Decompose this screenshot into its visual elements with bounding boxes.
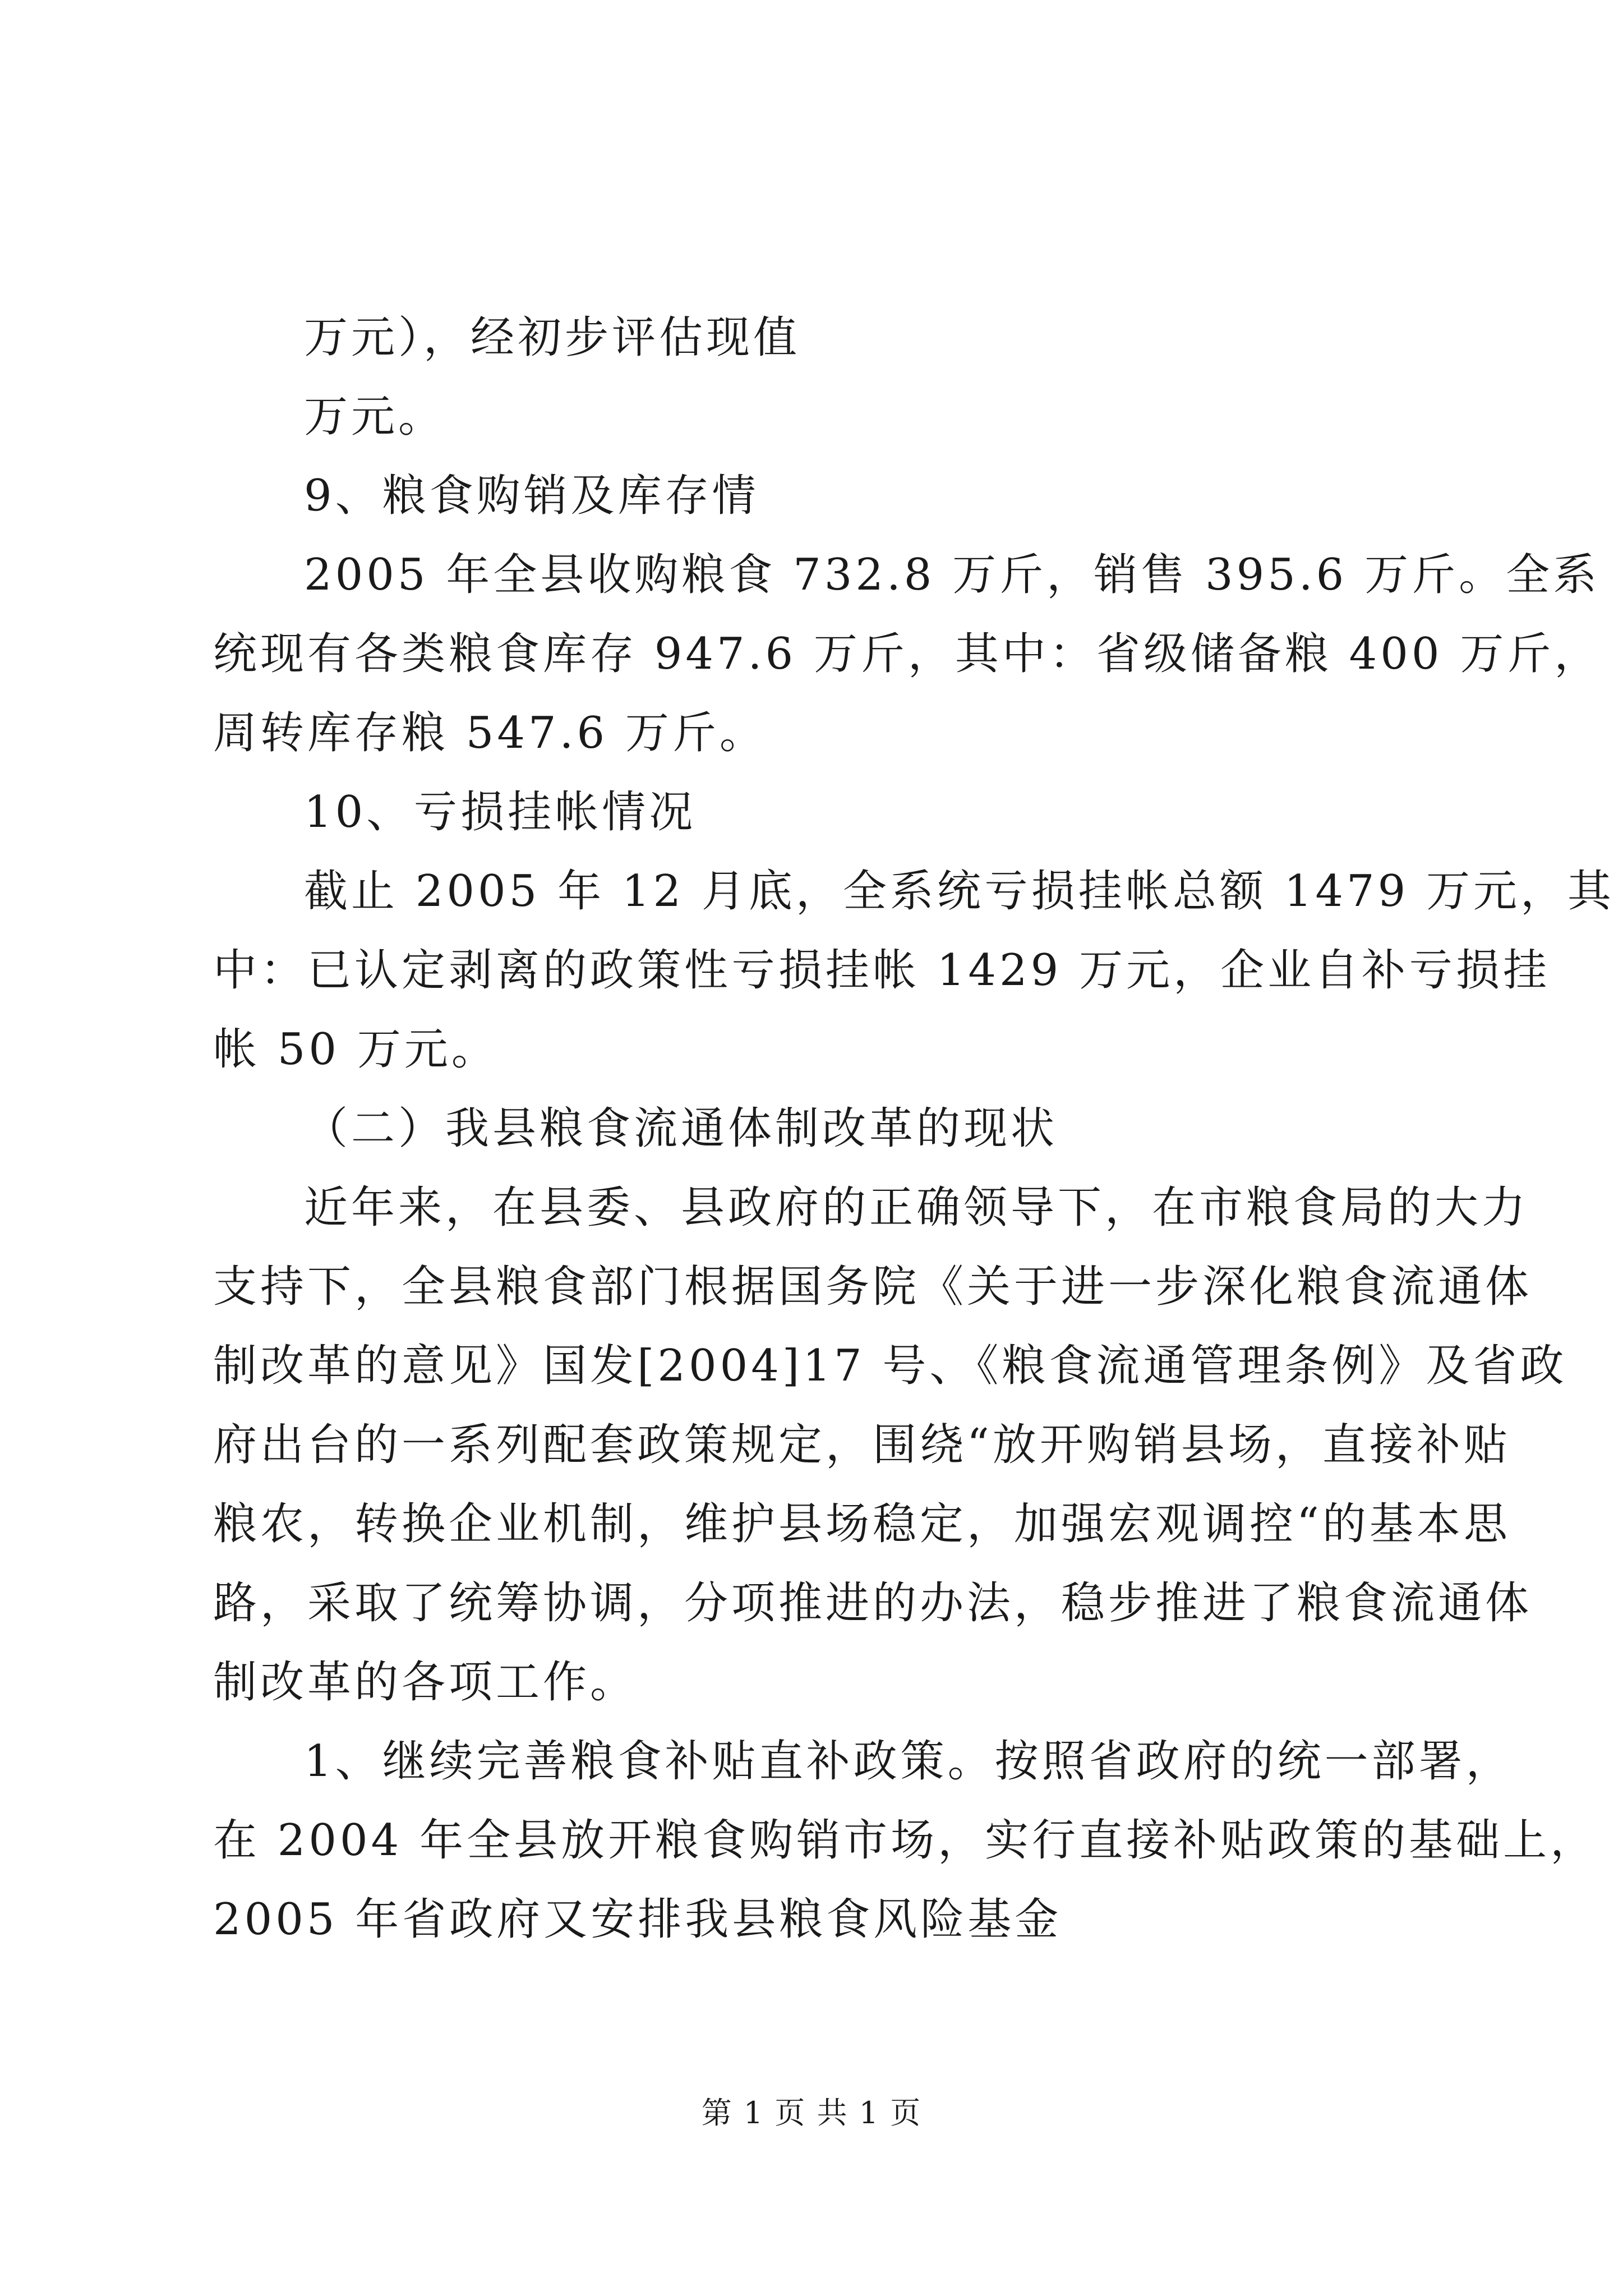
text-line: 府出台的一系列配套政策规定，围绕“放开购销县场，直接补贴 — [213, 1420, 1511, 1470]
text-line: 9、粮食购销及库存情 — [304, 471, 759, 521]
text-line: 统现有各类粮食库存 947.6 万斤，其中：省级储备粮 400 万斤， — [213, 629, 1602, 679]
section-heading: （二）我县粮食流通体制改革的现状 — [304, 1103, 1058, 1154]
text-line: 2005 年全县收购粮食 732.8 万斤，销售 395.6 万斤。全系 — [304, 550, 1601, 600]
text-line: 粮农，转换企业机制，维护县场稳定，加强宏观调控“的基本思 — [213, 1499, 1511, 1549]
text-line: 近年来，在县委、县政府的正确领导下，在市粮食局的大力 — [304, 1182, 1529, 1233]
text-line: 制改革的各项工作。 — [213, 1657, 638, 1708]
text-line: 截止 2005 年 12 月底，全系统亏损挂帐总额 1479 万元，其 — [304, 866, 1615, 917]
text-line: 路，采取了统筹协调，分项推进的办法，稳步推进了粮食流通体 — [213, 1578, 1533, 1628]
text-line: 帐 50 万元。 — [213, 1024, 499, 1075]
text-line: 2005 年省政府又安排我县粮食风险基金 — [213, 1894, 1062, 1945]
text-line: 中：已认定剥离的政策性亏损挂帐 1429 万元，企业自补亏损挂 — [213, 945, 1551, 996]
text-line: 在 2004 年全县放开粮食购销市场，实行直接补贴政策的基础上， — [213, 1815, 1598, 1866]
text-line: 万元。 — [304, 392, 446, 442]
text-line: 支持下，全县粮食部门根据国务院《关于进一步深化粮食流通体 — [213, 1262, 1533, 1312]
text-line: 万元），经初步评估现值 — [304, 312, 801, 363]
text-line: 制改革的意见》国发[2004]17 号、《粮食流通管理条例》及省政 — [213, 1341, 1567, 1391]
text-line: 周转库存粮 547.6 万斤。 — [213, 708, 767, 758]
text-line: 1、继续完善粮食补贴直补政策。按照省政府的统一部署， — [304, 1736, 1513, 1787]
text-line: 10、亏损挂帐情况 — [304, 787, 697, 838]
page-footer: 第 1 页 共 1 页 — [701, 2095, 922, 2131]
